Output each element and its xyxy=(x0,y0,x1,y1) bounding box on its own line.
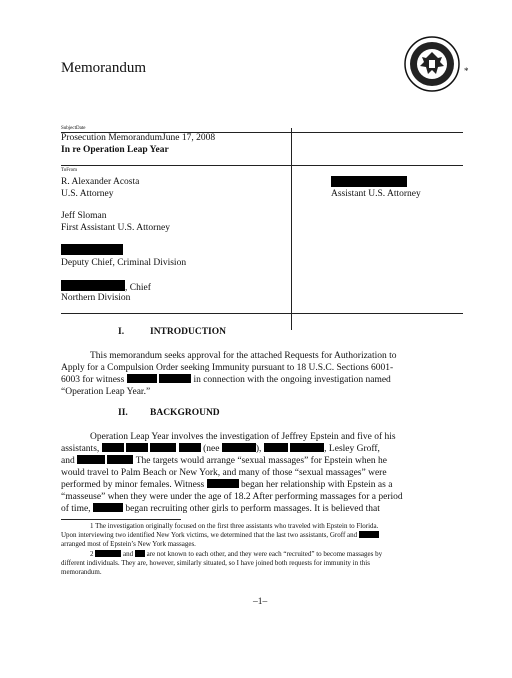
paragraph-line: Apply for a Compulsion Order seeking Immunity pursuant to 18 U.S.C. Sections 6001- xyxy=(61,363,394,373)
footnote-rule xyxy=(61,519,181,520)
redaction xyxy=(222,443,256,452)
footnote-text: 2 xyxy=(90,550,94,558)
redaction xyxy=(95,550,121,557)
subject-line: In re Operation Leap Year xyxy=(61,145,169,155)
redaction xyxy=(290,443,324,452)
redaction xyxy=(93,503,123,512)
redaction xyxy=(331,176,407,187)
section-heading: BACKGROUND xyxy=(150,408,220,418)
block-rule xyxy=(61,313,463,314)
deputy-chief-title: Deputy Chief, Criminal Division xyxy=(61,258,187,268)
footnote-line: 1 The investigation originally focused on the first three assistants who traveled with Epstein to Florida. xyxy=(90,522,379,530)
subject-date-line: Prosecution MemorandumJune 17, 2008 xyxy=(61,133,216,143)
paragraph-line: “Operation Leap Year.” xyxy=(61,387,151,397)
redaction xyxy=(359,531,379,538)
footnote-line: different individuals. They are, however, similarly situated, so I have joined both requests for immunity in this xyxy=(61,559,370,567)
seal-mark: * xyxy=(464,66,469,76)
paragraph-text: performed by minor females. Witness xyxy=(61,480,205,490)
paragraph-line: would travel to Palm Beach or New York, and many of those “sexual massages” were xyxy=(61,468,387,478)
paragraph-text: The targets would arrange “sexual massages” for Epstein when he xyxy=(135,456,387,466)
subject-rule xyxy=(61,165,463,166)
paragraph-text: 6003 for witness xyxy=(61,375,125,385)
section-number: I. xyxy=(118,327,125,337)
redaction xyxy=(126,443,148,452)
redaction xyxy=(179,443,201,452)
memo-title: Memorandum xyxy=(61,60,146,76)
redaction xyxy=(159,374,191,383)
footnote-line: arranged most of Epstein’s New York massages. xyxy=(61,540,196,548)
from-title: Assistant U.S. Attorney xyxy=(331,189,421,199)
footnote-text: Upon interviewing two identified New York victims, we determined that the last two assistants, Groff and xyxy=(61,531,358,539)
paragraph-text: and xyxy=(61,456,75,466)
footnote-text: and xyxy=(123,550,134,558)
redaction xyxy=(264,443,288,452)
cc-title: First Assistant U.S. Attorney xyxy=(61,223,170,233)
redaction xyxy=(61,244,123,255)
doj-seal-icon xyxy=(404,36,460,92)
to-title: U.S. Attorney xyxy=(61,189,114,199)
to-name: R. Alexander Acosta xyxy=(61,177,140,187)
division-name: Northern Division xyxy=(61,293,131,303)
paragraph-text: began recruiting other girls to perform massages. It is believed that xyxy=(125,504,380,514)
footnote-line: memorandum. xyxy=(61,568,102,576)
paragraph-text: in connection with the ongoing investigation named xyxy=(193,375,391,385)
chief-title: , Chief xyxy=(125,283,151,293)
footnote-text: are not known to each other, and they were each “recruited” to become massages by xyxy=(146,550,383,558)
paragraph-line: “masseuse” when they were under the age of 18.2 After performing massages for a period xyxy=(61,492,403,502)
cc-name: Jeff Sloman xyxy=(61,211,107,221)
section-number: II. xyxy=(118,408,128,418)
redaction xyxy=(127,374,157,383)
paragraph-line: This memorandum seeks approval for the attached Requests for Authorization to xyxy=(90,351,397,361)
to-from-label: ToFrom xyxy=(61,168,78,173)
paragraph-text: , Lesley Groff, xyxy=(324,444,380,454)
paragraph-text: ), xyxy=(255,444,262,454)
redaction xyxy=(150,443,176,452)
redaction xyxy=(107,455,133,464)
redaction xyxy=(135,550,145,557)
paragraph-text: (nee xyxy=(203,444,220,454)
paragraph-text: began her relationship with Epstein as a xyxy=(240,480,393,490)
section-heading: INTRODUCTION xyxy=(150,327,227,337)
redaction xyxy=(77,455,105,464)
page-number: –1– xyxy=(253,597,268,607)
column-divider xyxy=(291,128,292,330)
redaction xyxy=(102,443,124,452)
paragraph-text: assistants, xyxy=(61,444,100,454)
paragraph-line: Operation Leap Year involves the investigation of Jeffrey Epstein and five of his xyxy=(90,432,396,442)
subject-date-label: SubjectDate xyxy=(61,126,86,131)
redaction xyxy=(61,280,125,291)
redaction xyxy=(207,479,239,488)
paragraph-text: of time, xyxy=(61,504,91,514)
